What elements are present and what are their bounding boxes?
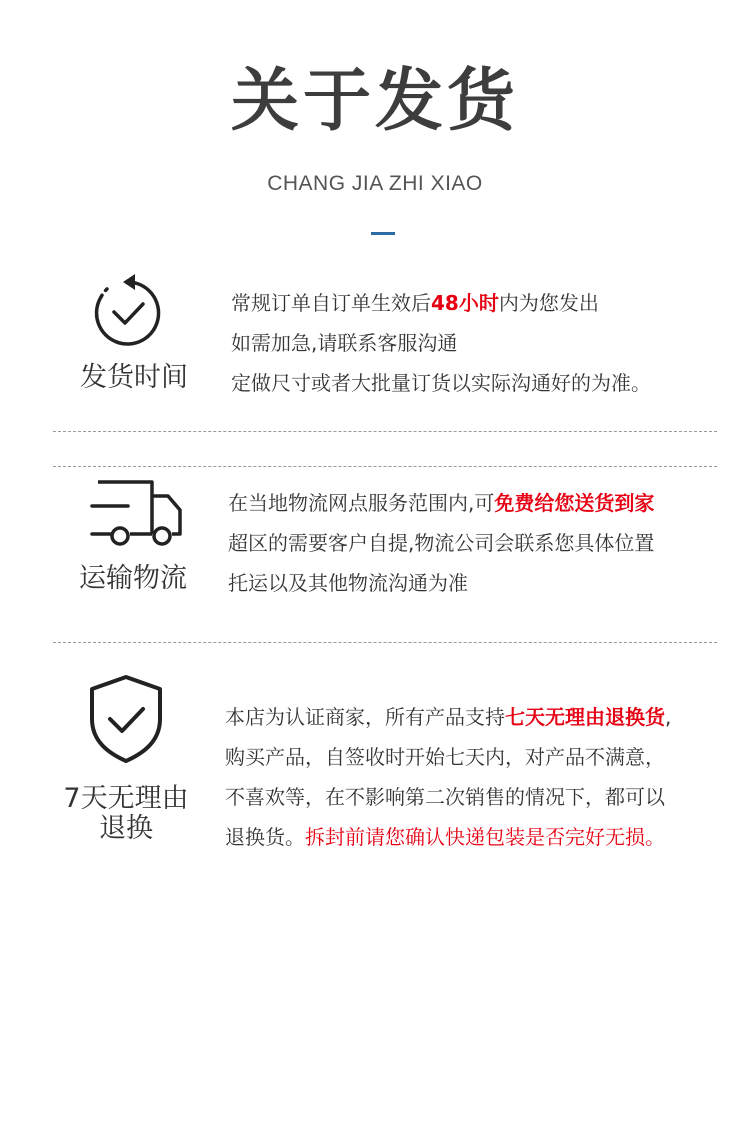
text-line: 如需加急,请联系客服沟通	[231, 331, 458, 355]
text-line: 定做尺寸或者大批量订货以实际沟通好的为准。	[231, 371, 651, 395]
packaging-check-notice: 拆封前请您确认快递包装是否完好无损。	[305, 825, 665, 849]
title-accent-bar	[371, 232, 395, 235]
logistics-text	[228, 483, 654, 603]
section-label-logistics: 运输物流	[79, 563, 187, 594]
text-line: 超区的需要客户自提,物流公司会联系您具体位置	[228, 531, 655, 555]
section-divider	[53, 431, 717, 432]
shield-check-icon	[86, 673, 166, 765]
returns-label-line: 7天无理由	[63, 783, 189, 814]
text-line: 常规订单自订单生效后48小时内为您发出	[231, 291, 599, 315]
section-divider	[53, 642, 717, 643]
clock-check-icon	[90, 270, 166, 350]
text-line: 在当地物流网点服务范围内,可免费给您送货到家	[228, 491, 655, 515]
returns-text	[225, 697, 671, 857]
text-line: 购买产品，自签收时开始七天内，对产品不满意，	[225, 745, 665, 769]
section-label-returns	[44, 784, 208, 844]
text-line: 本店为认证商家，所有产品支持七天无理由退换货,	[225, 705, 672, 729]
text-line: 退换货。拆封前请您确认快递包装是否完好无损。	[225, 825, 665, 849]
text-line: 不喜欢等，在不影响第二次销售的情况下，都可以	[225, 785, 665, 809]
text-line: 托运以及其他物流沟通为准	[228, 571, 468, 595]
highlight-seven-day-return: 七天无理由退换货	[505, 705, 665, 729]
highlight-free-delivery: 免费给您送货到家	[494, 491, 655, 515]
shipping-time-text	[231, 283, 651, 403]
returns-label-line: 退换	[99, 813, 153, 844]
section-divider	[53, 466, 717, 467]
highlight-48-hours: 48小时	[431, 291, 499, 315]
section-label-shipping-time: 发货时间	[80, 362, 188, 393]
delivery-truck-icon	[88, 478, 184, 550]
page-subtitle: CHANG JIA ZHI XIAO	[267, 172, 483, 195]
page-title: 关于发货	[230, 62, 519, 141]
